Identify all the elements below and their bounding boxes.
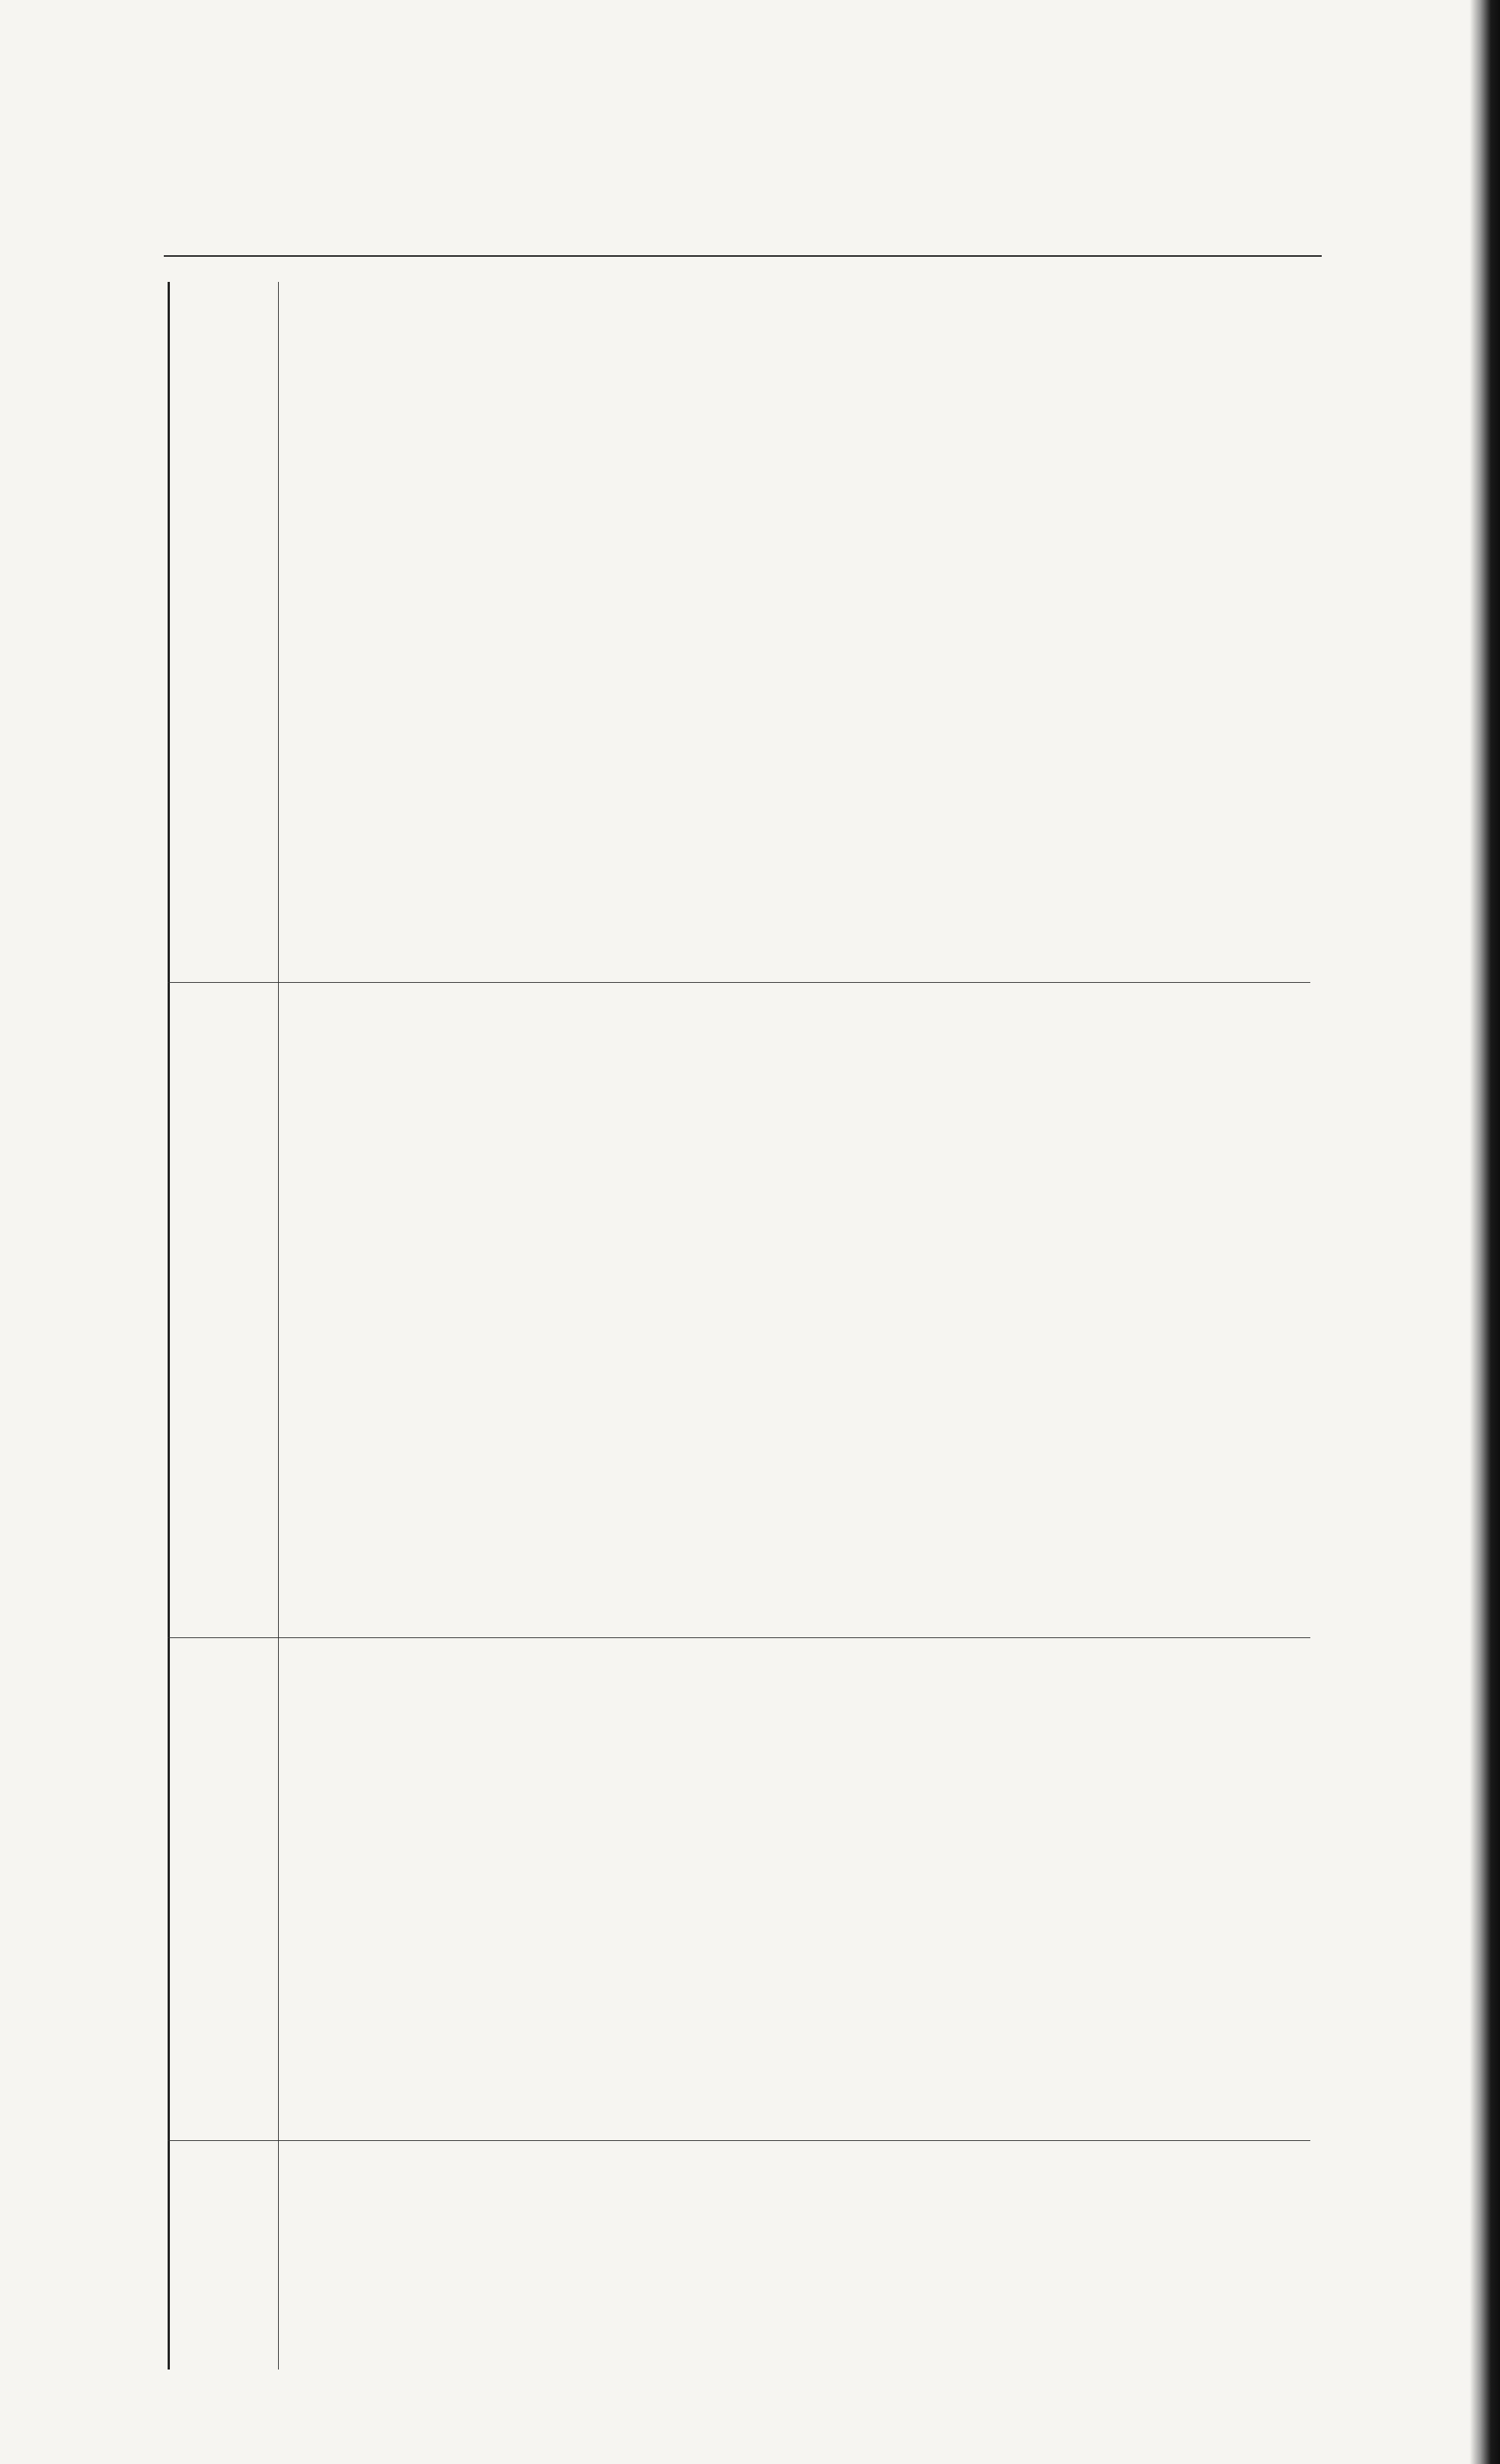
column-divider <box>168 1637 1310 1638</box>
header-rule <box>164 255 1322 257</box>
column-header-date <box>168 2141 278 2370</box>
table-head-rule <box>278 282 279 2370</box>
column-header-qualifications <box>168 282 278 983</box>
column-header-name <box>168 1638 278 2141</box>
column-header-residence <box>168 983 278 1638</box>
scan-edge <box>1470 0 1500 2464</box>
register-table <box>168 282 1318 2370</box>
column-divider <box>168 982 1310 983</box>
column-divider <box>168 2140 1310 2141</box>
